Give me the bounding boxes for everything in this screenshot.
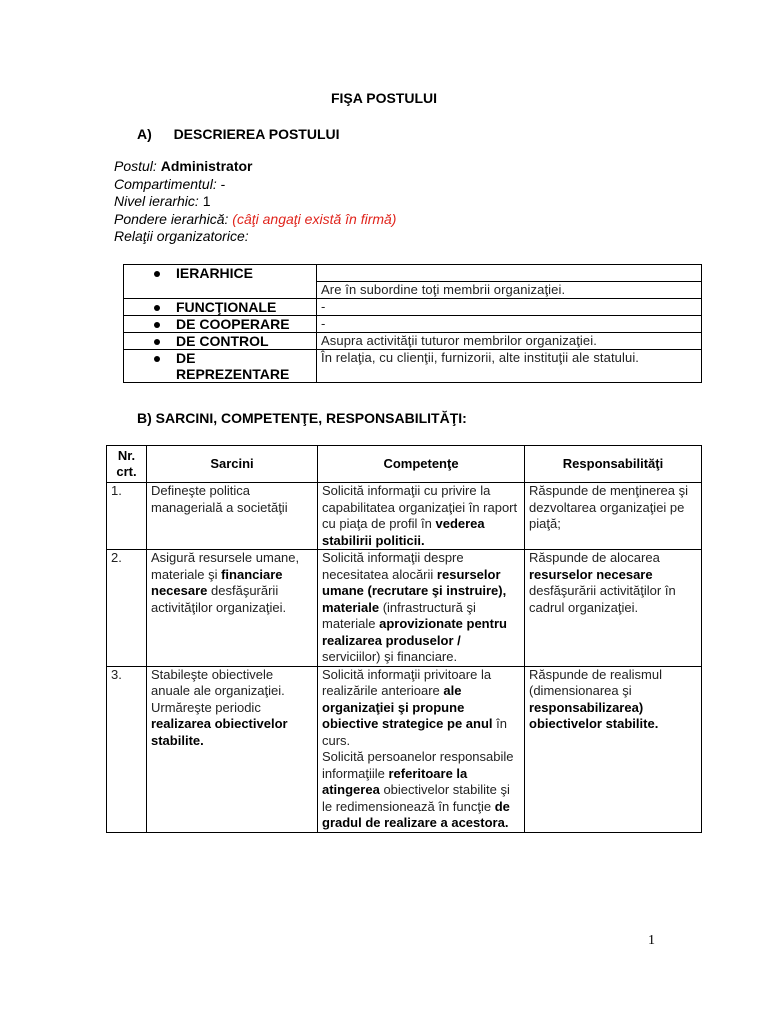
responsabilitati-cell — [525, 483, 702, 550]
competente-bold: ale organizaţiei şi propune obiective strategice pe anul — [322, 683, 493, 731]
relation-value-empty — [317, 265, 702, 282]
sarcini-cell — [147, 483, 318, 550]
section-b-letter: B) — [137, 410, 152, 426]
competente-text: Solicită persoanelor responsabile informaţiile — [322, 749, 514, 781]
competente-bold: resurselor umane (recrutare şi instruire), materiale — [322, 566, 507, 615]
relation-label-cell — [124, 350, 317, 383]
page-number: 1 — [648, 933, 655, 948]
sarcini-cell — [147, 666, 318, 832]
section-a-letter: A) — [137, 126, 152, 142]
relation-value: Asupra activităţii tuturor membrilor organizaţiei. — [317, 333, 702, 350]
bullet-icon — [154, 271, 160, 277]
relation-label-cell — [124, 265, 317, 299]
relation-label: DE COOPERARE — [176, 316, 290, 332]
responsabilitati-text: Răspunde de realismul (dimensionarea şi — [529, 666, 662, 698]
bullet-icon — [154, 305, 160, 311]
table-row — [107, 666, 702, 832]
row-number: 2. — [107, 550, 147, 667]
sarcini-text: desfăşurării activităţilor organizaţiei. — [151, 583, 287, 615]
relation-label: DE CONTROL — [176, 333, 269, 349]
competente-bold: vederea stabilirii politicii. — [322, 516, 485, 548]
bullet-icon — [154, 322, 160, 328]
relation-value: - — [317, 299, 702, 316]
table-header-row — [107, 446, 702, 483]
competente-bold: referitoare la atingerea — [322, 765, 468, 797]
competente-cell — [318, 550, 525, 667]
header-sarcini: Sarcini — [147, 446, 318, 483]
tasks-table — [106, 445, 702, 833]
competente-text: Solicită informaţii cu privire la capabilitatea organizaţiei în raport cu piaţa de profil în — [322, 483, 518, 531]
competente-text: în curs. — [322, 716, 507, 748]
relation-row-functionale — [124, 299, 702, 316]
competente-cell — [318, 666, 525, 832]
relation-label-cell — [124, 299, 317, 316]
nivel-label: Nivel ierarhic: — [114, 193, 199, 209]
section-b-heading — [137, 410, 467, 426]
sarcini-text: Asigură resursele umane, materiale şi — [151, 550, 300, 582]
relations-table — [123, 264, 702, 383]
competente-text: obiectivelor stabilite şi le redimensionează în funcţie — [322, 782, 510, 814]
relation-label-cell — [124, 316, 317, 333]
responsabilitati-text: Răspunde de menţinerea şi dezvoltarea organizaţiei pe piaţă; — [529, 483, 688, 531]
header-nr: Nr. crt. — [107, 446, 147, 483]
relation-row-control — [124, 333, 702, 350]
bullet-icon — [154, 339, 160, 345]
sarcini-bold: realizarea obiectivelor stabilite. — [151, 716, 288, 748]
responsabilitati-bold: resurselor necesare — [529, 566, 653, 582]
responsabilitati-cell — [525, 550, 702, 667]
header-responsabilitati: Responsabilităţi — [525, 446, 702, 483]
relation-row-ierarhice — [124, 265, 702, 282]
pondere-label: Pondere ierarhică: — [114, 210, 229, 227]
responsabilitati-bold: responsabilizarea) obiectivelor stabilite. — [529, 699, 659, 731]
responsabilitati-cell — [525, 666, 702, 832]
header-competente: Competenţe — [318, 446, 525, 483]
competente-text: (infrastructură şi materiale — [322, 599, 476, 631]
relation-value: - — [317, 316, 702, 333]
page-title: FIŞA POSTULUI — [330, 90, 438, 106]
competente-text: Solicită informaţii privitoare la realizările anterioare — [322, 666, 492, 698]
compartiment-label: Compartimentul: — [114, 175, 217, 192]
relation-label-cell — [124, 333, 317, 350]
responsabilitati-text: desfăşurării activităţilor în cadrul organizaţiei. — [529, 583, 676, 615]
competente-bold: aprovizionate pentru realizarea produselor / — [322, 616, 507, 648]
section-a-title: DESCRIEREA POSTULUI — [173, 126, 340, 142]
responsabilitati-text: Răspunde de alocarea — [529, 550, 660, 565]
post-value: Administrator — [160, 158, 253, 174]
relatii-label: Relaţii organizatorice: — [114, 228, 249, 244]
sarcini-text: Defineşte politica managerială a societăţii — [151, 483, 288, 515]
row-number: 3. — [107, 666, 147, 832]
relation-row-reprezentare — [124, 350, 702, 383]
sarcini-text: Stabileşte obiectivele anuale ale organizaţiei. Urmăreşte periodic — [151, 666, 285, 715]
relation-label: DE REPREZENTARE — [176, 350, 290, 382]
competente-bold: de gradul de realizare a acestora. — [322, 798, 510, 830]
section-a-heading — [137, 126, 340, 142]
post-info — [114, 158, 396, 246]
bullet-icon — [154, 356, 160, 362]
table-row — [107, 483, 702, 550]
competente-text: serviciilor) şi financiare. — [322, 649, 458, 664]
relation-value: În relaţia, cu clienţii, furnizorii, alte instituţii ale statului. — [317, 350, 702, 383]
sarcini-bold: financiare necesare — [151, 566, 283, 598]
relation-row-cooperare — [124, 316, 702, 333]
row-number: 1. — [107, 483, 147, 550]
competente-cell — [318, 483, 525, 550]
nivel-value: 1 — [202, 193, 211, 209]
relation-value: Are în subordine toţi membrii organizaţiei. — [317, 282, 702, 299]
section-b-title: SARCINI, COMPETENŢE, RESPONSABILITĂŢI: — [155, 410, 467, 426]
table-row — [107, 550, 702, 667]
competente-text: Solicită informaţii despre necesitatea alocării — [322, 550, 464, 582]
pondere-value: (câţi angaţi există în firmă) — [232, 210, 397, 227]
relation-label: FUNCŢIONALE — [176, 299, 277, 315]
relation-label: IERARHICE — [176, 265, 254, 281]
post-label: Postul: — [114, 158, 157, 174]
sarcini-cell — [147, 550, 318, 667]
compartiment-value: - — [220, 175, 226, 192]
